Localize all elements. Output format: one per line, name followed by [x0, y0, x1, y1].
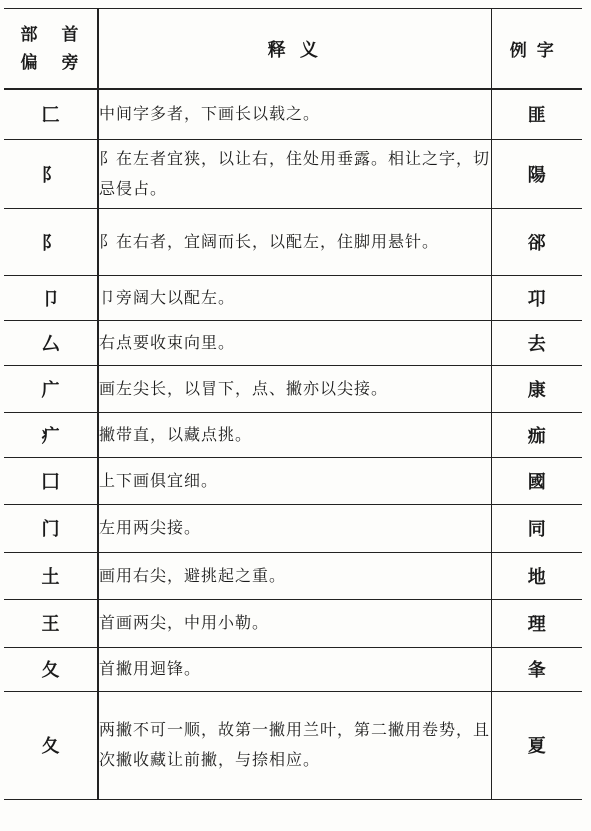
explanation-cell: 首撇用迴锋。	[98, 647, 491, 691]
table-row	[4, 552, 582, 599]
header-explanation-label: 释 义	[267, 39, 322, 61]
radical-cell: 夂	[4, 647, 98, 691]
table-row	[4, 504, 582, 552]
header-radical-line2: 偏 旁	[20, 52, 81, 73]
example-cell: 陽	[491, 139, 582, 208]
example-cell: 理	[491, 599, 582, 647]
radical-cell: 阝	[4, 139, 98, 208]
explanation-cell: 画用右尖，避挑起之重。	[98, 552, 491, 599]
table-row	[4, 365, 582, 412]
radical-cell: 门	[4, 504, 98, 552]
example-cell: 同	[491, 504, 582, 552]
radical-cell: 匚	[4, 89, 98, 139]
radical-cell: 阝	[4, 208, 98, 275]
radical-cell: 厶	[4, 320, 98, 365]
explanation-cell: 画左尖长，以冒下，点、撇亦以尖接。	[98, 365, 491, 412]
example-cell: 夏	[491, 691, 582, 799]
table-row	[4, 275, 582, 320]
example-cell: 痂	[491, 412, 582, 457]
example-cell: 國	[491, 457, 582, 504]
table-row	[4, 457, 582, 504]
example-cell: 康	[491, 365, 582, 412]
table-row	[4, 89, 582, 139]
table-row	[4, 599, 582, 647]
explanation-cell: 两撇不可一顺，故第一撇用兰叶，第二撇用卷势，且次撇收藏让前撇，与捺相应。	[98, 691, 491, 799]
header-radical-line1: 部 首	[20, 24, 81, 45]
header-example	[491, 9, 582, 90]
table-row	[4, 691, 582, 799]
explanation-cell: 卩旁阔大以配左。	[98, 275, 491, 320]
radical-cell: 疒	[4, 412, 98, 457]
radical-cell: 广	[4, 365, 98, 412]
explanation-cell: 首画两尖，中用小勒。	[98, 599, 491, 647]
example-cell: 地	[491, 552, 582, 599]
table-row	[4, 647, 582, 691]
header-example-label: 例字	[509, 41, 564, 61]
table-row	[4, 139, 582, 208]
example-cell: 夆	[491, 647, 582, 691]
explanation-cell: 左用两尖接。	[98, 504, 491, 552]
radical-cell: 土	[4, 552, 98, 599]
header-radical	[4, 9, 98, 90]
explanation-cell: 阝在左者宜狭，以让右，住处用垂露。相让之字，切忌侵占。	[98, 139, 491, 208]
radical-table	[4, 8, 582, 800]
example-cell: 匪	[491, 89, 582, 139]
explanation-cell: 阝在右者，宜阔而长，以配左，住脚用悬针。	[98, 208, 491, 275]
table-header-row	[4, 9, 582, 90]
explanation-cell: 中间字多者，下画长以载之。	[98, 89, 491, 139]
explanation-cell: 撇带直，以藏点挑。	[98, 412, 491, 457]
radical-cell: 囗	[4, 457, 98, 504]
radical-cell: 王	[4, 599, 98, 647]
table-row	[4, 412, 582, 457]
header-explanation	[98, 9, 491, 90]
explanation-cell: 上下画俱宜细。	[98, 457, 491, 504]
example-cell: 卭	[491, 275, 582, 320]
radical-cell: 卩	[4, 275, 98, 320]
table-row	[4, 208, 582, 275]
radical-cell: 夂	[4, 691, 98, 799]
explanation-cell: 右点要收束向里。	[98, 320, 491, 365]
table-row	[4, 320, 582, 365]
example-cell: 去	[491, 320, 582, 365]
example-cell: 郤	[491, 208, 582, 275]
